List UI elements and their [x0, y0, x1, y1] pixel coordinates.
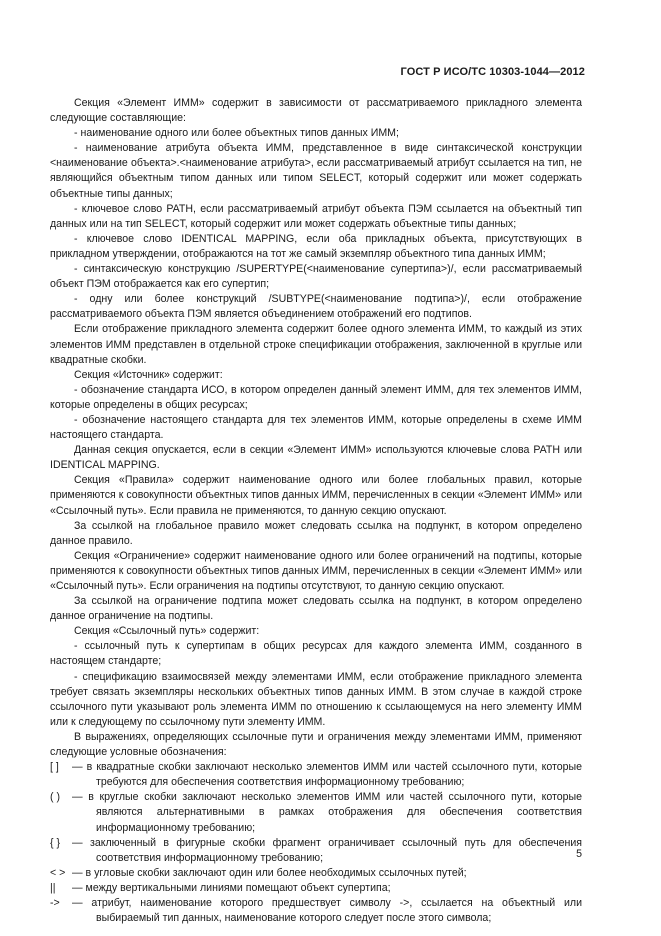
paragraph-notation-intro: В выражениях, определяющих ссылочные пути и ограничения между элементами ИММ, применяют следующие условные обозначения: — [50, 730, 582, 759]
notation-text: — в квадратные скобки заключают несколько элементов ИММ или частей ссылочного пути, которые требуются для обеспечения соответствия информационному требованию; — [72, 761, 582, 789]
paragraph-rules-section: Секция «Правила» содержит наименование одного или более глобальных правил, которые применяются к совокупности объектных типов данных ИММ, перечисленных в секции «Элемент ИММ» или «Ссылочный путь». Если правила не применяются, то данную секцию опускают. — [50, 474, 582, 517]
page-number: 5 — [576, 848, 582, 860]
paragraph-source-omitted: Данная секция опускается, если в секции «Элемент ИММ» используются ключевые слова PATH или IDENTICAL MAPPING. — [50, 444, 582, 472]
paragraph-intro: Секция «Элемент ИММ» содержит в зависимости от рассматриваемого прикладного элемента следующие составляющие: — [50, 97, 582, 125]
list-item: - ключевое слово IDENTICAL MAPPING, если оба прикладных объекта, присутствующих в прикладном утверждении, отображаются на тот же самый экземпляр объектного типа данных ИММ; — [50, 232, 582, 260]
page-body — [50, 96, 582, 926]
list-item: - синтаксическую конструкцию /SUPERTYPE(<наименование супертипа>)/, если рассматриваемый объект ПЭМ отображается как его супертип; — [50, 263, 582, 291]
notation-text: — между вертикальными линиями помещают объект супертипа; — [72, 881, 391, 894]
list-item: - обозначение стандарта ИСО, в котором определен данный элемент ИММ, для тех элементов ИММ, которые определены в общих ресурсах; — [50, 383, 582, 411]
notation-text: — в угловые скобки заключают один или более необходимых ссылочных путей; — [72, 866, 467, 879]
paragraph-refpath-intro: Секция «Ссылочный путь» содержит: — [74, 625, 260, 638]
paragraph-constraint-section: Секция «Ограничение» содержит наименование одного или более ограничений на подтипы, которые применяются к совокупности объектных типов данных ИММ, перечисленных в секции «Элемент ИММ» или «Ссылочный путь». Если ограничения на подтипы отсутствуют, то данную секцию опускают. — [50, 549, 582, 592]
list-item: - ссылочный путь к супертипам в общих ресурсах для каждого элемента ИММ, созданного в настоящем стандарте; — [50, 640, 582, 668]
notation-row — [50, 896, 582, 926]
notation-row — [50, 760, 582, 790]
notation-row — [50, 836, 582, 866]
paragraph-constraint-reference: За ссылкой на ограничение подтипа может следовать ссылка на подпункт, в котором определено данное ограничение на подтипы. — [50, 595, 582, 623]
notation-symbol: || — [50, 881, 56, 894]
paragraph-rules-reference: За ссылкой на глобальное правило может следовать ссылка на подпункт, в котором определено данное правило. — [50, 519, 582, 547]
notation-row — [50, 790, 582, 835]
notation-text: — в круглые скобки заключают несколько элементов ИММ или частей ссылочного пути, которые являются альтернативными в рамках отображения для обеспечения соответствия информационному требованию; — [72, 791, 582, 834]
list-item: - ключевое слово PATH, если рассматриваемый атрибут объекта ПЭМ ссылается на объектный тип данных или на тип SELECT, который содержит или может содержать объектные типы данных; — [50, 202, 582, 230]
notation-text: — заключенный в фигурные скобки фрагмент ограничивает ссылочный путь для обеспечения соответствия информационному требованию; — [72, 836, 582, 864]
list-item: - одну или более конструкций /SUBTYPE(<наименование подтипа>)/, если отображение рассматриваемого объекта ПЭМ является объединением отображений его подтипов. — [50, 293, 582, 321]
notation-symbol: [ ] — [50, 761, 59, 774]
notation-symbol: -> — [50, 896, 60, 909]
standard-header: ГОСТ Р ИСО/ТС 10303-1044—2012 — [400, 66, 585, 78]
list-item: - наименование атрибута объекта ИММ, представленное в виде синтаксической конструкции <наименование объекта>.<наименование атрибута>, если рассматриваемый атрибут ссылается на тип, не являющийся объектным типом данных или типом SELECT, который содержит или может содержать объектные типы данных; — [50, 142, 582, 200]
notation-text: — атрибут, наименование которого предшествует символу ->, ссылается на объектный или выбираемый тип данных, наименование которого следует после этого символа; — [72, 896, 582, 925]
list-item: - наименование одного или более объектных типов данных ИММ; — [74, 127, 399, 140]
paragraph-source-intro: Секция «Источник» содержит: — [74, 368, 223, 381]
notation-row — [50, 881, 582, 896]
notation-symbol: < > — [50, 866, 66, 879]
notation-symbol: ( ) — [50, 791, 60, 804]
notation-row — [50, 866, 582, 881]
list-item: - спецификацию взаимосвязей между элементами ИММ, если отображение прикладного элемента требует связать экземпляры нескольких объектных типов данных ИММ. В этом случае в каждой строке ссылочного пути указывают роль элемента ИММ по отношению к ссылающемуся на него элементу ИММ или к следующему по ссылочному пути элементу ИММ. — [50, 670, 582, 728]
notation-symbol: { } — [50, 836, 61, 849]
list-item: - обозначение настоящего стандарта для тех элементов ИММ, которые определены в схеме ИММ настоящего стандарта. — [50, 413, 582, 442]
paragraph-multiple-elements: Если отображение прикладного элемента содержит более одного элемента ИММ, то каждый из этих элементов ИММ представлен в отдельной строке спецификации отображения, заключенной в круглые или квадратные скобки. — [50, 323, 582, 366]
